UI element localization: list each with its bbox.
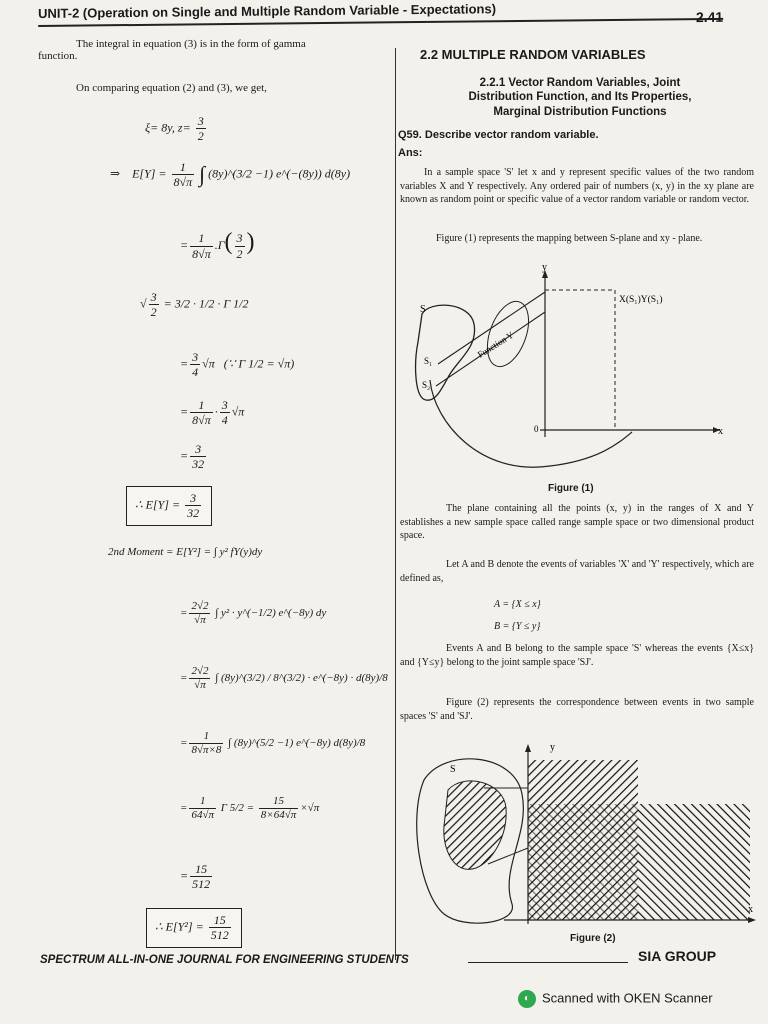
- eq-ey-6: = $\frac{3}{32}$: [180, 442, 205, 472]
- z-fraction: $\frac{3}{2}$: [197, 114, 204, 144]
- eq1-coef: $\frac{1}{8√\pi}$: [173, 160, 193, 190]
- substitution: [145, 114, 208, 144]
- figure-2-joint-space: [404, 738, 760, 934]
- para-joint-space: Events A and B belong to the sample space 'S' whereas the events {X≤x} and {Y≤y} belong to the joint sample space 'SJ'.: [400, 643, 754, 668]
- fig1-origin-label: 0: [534, 424, 539, 434]
- fig2-s-label: S: [450, 764, 456, 775]
- journal-title: SPECTRUM ALL-IN-ONE JOURNAL FOR ENGINEERING STUDENTS: [40, 954, 409, 966]
- figure-2-caption: Figure (2): [570, 933, 616, 944]
- eq-m-1: = $\frac{2√2}{√\pi}$ ∫ y² · y^(−1/2) e^(−8y) dy: [180, 600, 327, 627]
- gamma-half-note: (∵ Γ 1/2 = √π): [223, 356, 295, 371]
- oken-logo-icon: ◐: [518, 990, 536, 1008]
- eq-ey-1: ⇒ E[Y] = $\frac{1}{8√\pi}$ ∫ (8y)^(3/2 −1) e^(−(8y)) d(8y): [110, 160, 351, 190]
- eq-m-2: = $\frac{2√2}{√\pi}$ ∫ (8y)^(3/2) / 8^(3/2) · e^(−8y) · d(8y)/8: [180, 665, 388, 692]
- fig2-y-label: y: [550, 742, 555, 753]
- eq-m-3: = $\frac{1}{8√\pi\times 8}$ ∫ (8y)^(5/2 −1) e^(−8y) d(8y)/8: [180, 730, 366, 757]
- figure-1-caption: Figure (1): [548, 483, 594, 494]
- fig1-s2-label: S₂: [422, 380, 431, 390]
- integral-sign: ∫: [199, 161, 206, 187]
- page-number: 2.41: [695, 8, 724, 26]
- ey-label: E[Y]: [132, 166, 156, 181]
- eq-ey-2: = $\frac{1}{8√\pi}$ .Γ( $\frac{3}{2}$ ): [180, 229, 255, 261]
- answer-label: Ans:: [398, 147, 423, 159]
- fig1-s-label: S: [420, 304, 426, 315]
- second-moment: 2nd Moment = E[Y²] = ∫ y² fY(y)dy: [108, 546, 263, 558]
- para-fig2-intro: Figure (2) represents the correspondence between events in two sample spaces 'S' and 'SJ'.: [400, 697, 754, 722]
- para-vector-rv: In a sample space 'S' let x and y represent specific values of the two random variables X and Y respectively. Any ordered pair of numbers (x, y) in the xy plane are known as random point or specific value of a vector random variable or random vector.: [400, 167, 754, 205]
- def-b: B = {Y ≤ y}: [494, 621, 541, 632]
- intro-line-1: The integral in equation (3) is in the form of gamma: [76, 38, 306, 50]
- para-events-ab: Let A and B denote the events of variables 'X' and 'Y' respectively, which are defined as,: [400, 559, 754, 584]
- question: Q59. Describe vector random variable.: [398, 129, 599, 141]
- fig2-x-label: x: [748, 904, 753, 915]
- compare-text: On comparing equation (2) and (3), we get,: [76, 82, 267, 94]
- footer-rule: [468, 962, 628, 963]
- result-box-ey2: ∴ E[Y²] = $\frac{15}{512}$: [146, 908, 242, 948]
- result-box-ey: ∴ E[Y] = $\frac{3}{32}$: [126, 486, 212, 526]
- page-footer: [40, 948, 760, 966]
- eq-ey-5: = $\frac{1}{8√\pi}$ · $\frac{3}{4}$ √π: [180, 398, 245, 428]
- eq3-rhs: = 3/2 · 1/2 · Γ 1/2: [163, 296, 249, 311]
- para-fig1-intro: Figure (1) represents the mapping between S-plane and xy - plane.: [436, 233, 703, 244]
- fig1-y-label: y: [542, 262, 547, 273]
- fig1-s1-label: S₁: [424, 356, 433, 366]
- fig1-point-label: X(S₁)Y(S₁): [619, 295, 663, 305]
- eq-m-5: = $\frac{15}{512}$: [180, 862, 211, 892]
- implies-symbol: ⇒: [110, 166, 121, 181]
- para-range-sample-space: The plane containing all the points (x, y) in the ranges of X and Y establishes a new sample space called range sample space or two dimensional product space.: [400, 503, 754, 541]
- fig1-function-label: Function Y: [475, 329, 516, 360]
- section-heading: 2.2 MULTIPLE RANDOM VARIABLES: [420, 47, 646, 62]
- eq-m-4: = $\frac{1}{64√\pi}$ Γ 5/2 = $\frac{15}{8\times 64√\pi}$ ×√π: [180, 795, 320, 822]
- scanner-watermark: ◐ Scanned with OKEN Scanner: [518, 990, 713, 1008]
- column-divider: [395, 48, 396, 960]
- z-subst: z=: [177, 120, 194, 135]
- eq1-body: (8y)^(3/2 −1) e^(−(8y)) d(8y): [208, 166, 351, 181]
- fig1-x-label: x: [718, 426, 723, 437]
- subsection-heading: 2.2.1 Vector Random Variables, Joint Distribution Function, and Its Properties, Marginal Distribution Functions: [468, 77, 692, 118]
- page-header: [38, 0, 723, 27]
- intro-line-2: function.: [38, 50, 78, 62]
- brand-logo: SIA GROUP: [638, 948, 717, 964]
- eq-ey-3: √ $\frac{3}{2}$ = 3/2 · 1/2 · Γ 1/2: [140, 290, 249, 320]
- def-a: A = {X ≤ x}: [494, 599, 541, 610]
- eq-ey-4: = $\frac{3}{4}$ √π (∵ Γ 1/2 = √π): [180, 350, 295, 380]
- figure-1-mapping: [400, 262, 760, 476]
- xi-subst: ξ= 8y,: [145, 120, 175, 135]
- header-title: UNIT-2 (Operation on Single and Multiple Random Variable - Expectations): [38, 1, 497, 21]
